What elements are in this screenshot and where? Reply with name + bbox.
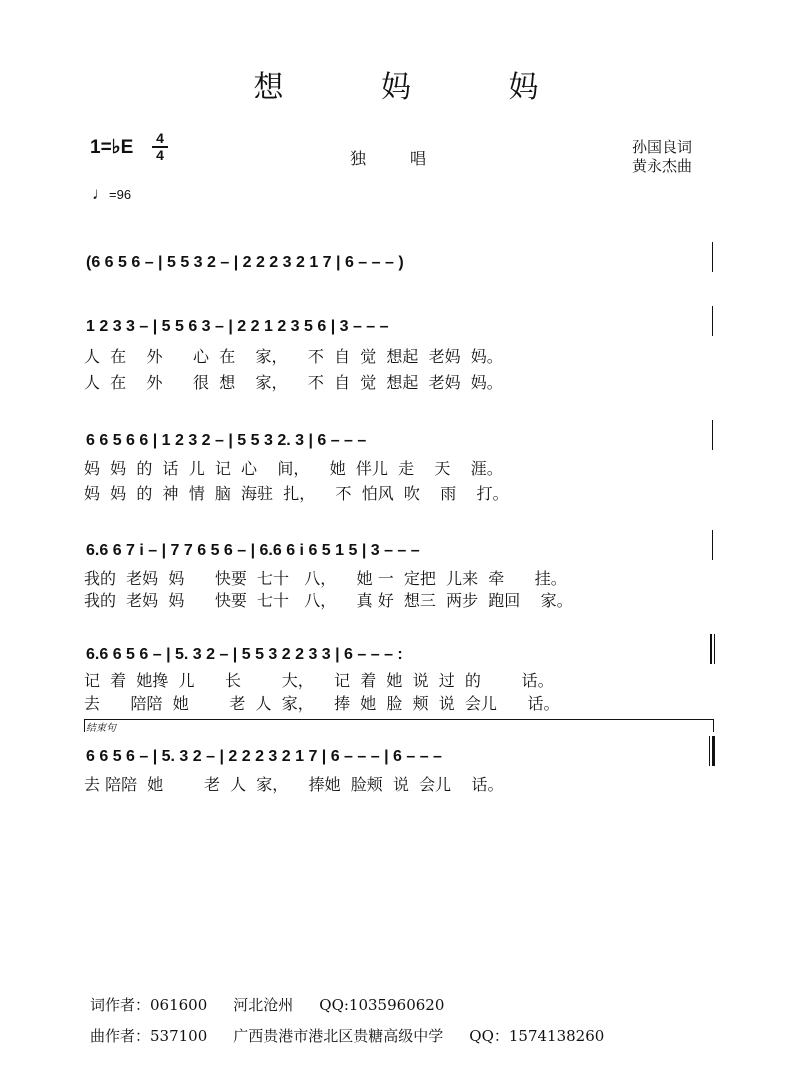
- lyrics-row-4-verse-2: 我的 老妈 妈 快要 七十 八， 真 好 想三 两步 跑回 家。: [84, 591, 573, 610]
- lyrics-row-2-verse-1: 人 在 外 心 在 家， 不 自 觉 想起 老妈 妈。: [84, 347, 503, 366]
- lyricist-code: 词作者：061600: [90, 996, 208, 1014]
- lyrics-row-5-verse-1: 记 着 她搀 儿 长 大， 记 着 她 说 过 的 话。: [84, 671, 554, 690]
- lyricist-location: 河北沧州: [233, 996, 294, 1014]
- title-char-1: 想: [253, 70, 284, 105]
- staff-row-1: [0, 242, 792, 282]
- lyrics-row-4-verse-1: 我的 老妈 妈 快要 七十 八， 她 一 定把 儿来 牵 挂。: [84, 569, 567, 588]
- notes-row-2: 1 2 3 3 – | 5 5 6 3 – | 2 2 1 2 3 5 6 | 3 – – –: [86, 318, 389, 335]
- staff-row-6: [0, 736, 792, 776]
- staff-row-4: [0, 530, 792, 570]
- composer: 黄永杰曲: [632, 157, 693, 175]
- time-signature: [152, 132, 168, 162]
- notes-row-3: 6 6 5 6 6 | 1 2 3 2 – | 5 5 3 2. 3 | 6 – – –: [86, 432, 367, 449]
- footer-composer-info: [90, 1025, 630, 1046]
- meter-top: 4: [156, 130, 164, 146]
- tempo-value: =96: [109, 187, 132, 202]
- credits: [632, 138, 692, 176]
- quarter-note-icon: ♩: [92, 184, 109, 203]
- notes-row-5: 6.6 6 5 6 – | 5. 3 2 – | 5 5 3 2 2 3 3 | 6 – – – :: [86, 646, 403, 663]
- composer-code: 曲作者：537100: [90, 1027, 208, 1045]
- composer-location: 广西贵港市港北区贵糖高级中学: [233, 1027, 444, 1045]
- lyrics-row-5-verse-2: 去 陪陪 她 老 人 家， 捧 她 脸 颊 说 会儿 话。: [84, 694, 560, 713]
- genre-char-1: 独: [350, 149, 367, 168]
- notes-row-4: 6.6 6 7 i – | 7 7 6 5 6 – | 6.6 6 i 6 5 1 5 | 3 – – –: [86, 542, 420, 559]
- ending-bracket: [84, 719, 714, 732]
- lyrics-row-3-verse-1: 妈 妈 的 话 儿 记 心 间， 她 伴儿 走 天 涯。: [84, 459, 503, 478]
- meter-bottom: 4: [156, 147, 164, 163]
- lyrics-row-6: 去 陪陪 她 老 人 家， 捧她 脸颊 说 会儿 话。: [84, 775, 504, 794]
- performance-type: [350, 146, 470, 169]
- title-char-3: 妈: [508, 70, 539, 105]
- lyricist-qq: QQ:1035960620: [319, 996, 445, 1014]
- staff-row-2: [0, 306, 792, 346]
- key-signature: 1=♭E: [90, 137, 134, 158]
- lyrics-row-3-verse-2: 妈 妈 的 神 情 脑 海驻 扎， 不 怕风 吹 雨 打。: [84, 484, 509, 503]
- notes-row-1: (6 6 5 6 – | 5 5 3 2 – | 2 2 2 3 2 1 7 | 6 – – – ): [86, 254, 404, 271]
- notes-row-6: 6 6 5 6 – | 5. 3 2 – | 2 2 2 3 2 1 7 | 6 – – – | 6 – – –: [86, 748, 442, 765]
- staff-row-3: [0, 420, 792, 460]
- composer-qq: QQ：1574138260: [469, 1027, 605, 1045]
- genre-char-2: 唱: [410, 149, 427, 168]
- lyricist: 孙国良词: [632, 138, 693, 156]
- footer-lyricist-info: [90, 994, 470, 1015]
- ending-label: 结束句: [86, 723, 116, 734]
- song-title: [0, 62, 792, 106]
- tempo-marking: [92, 184, 131, 204]
- title-char-2: 妈: [381, 70, 411, 105]
- lyrics-row-2-verse-2: 人 在 外 很 想 家， 不 自 觉 想起 老妈 妈。: [84, 373, 503, 392]
